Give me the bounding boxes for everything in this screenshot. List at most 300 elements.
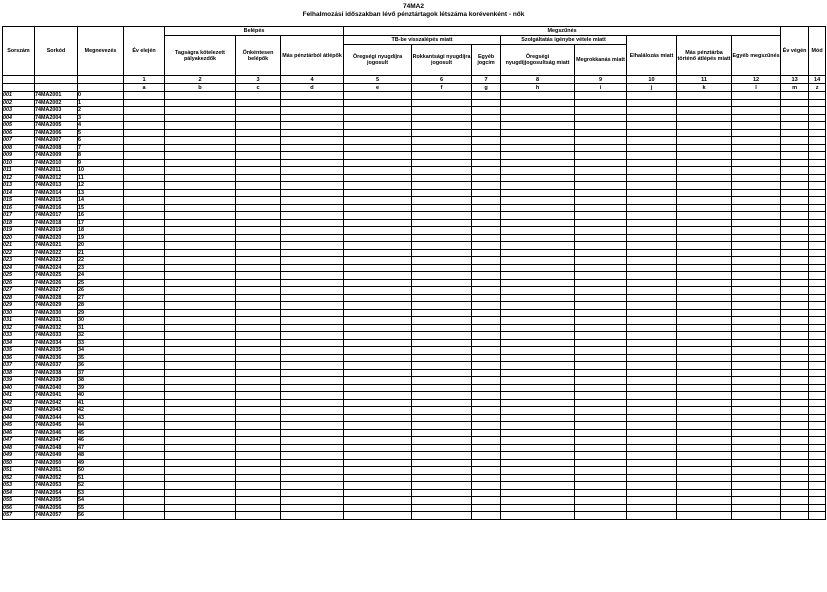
data-cell[interactable] [575, 324, 627, 332]
data-cell[interactable] [732, 92, 781, 100]
data-cell[interactable] [165, 384, 236, 392]
data-cell[interactable] [809, 249, 826, 257]
data-cell[interactable] [124, 122, 165, 130]
data-cell[interactable] [781, 144, 809, 152]
data-cell[interactable] [677, 452, 732, 460]
data-cell[interactable] [281, 242, 344, 250]
data-cell[interactable] [781, 167, 809, 175]
data-cell[interactable] [236, 437, 281, 445]
data-cell[interactable] [124, 174, 165, 182]
data-cell[interactable] [124, 107, 165, 115]
data-cell[interactable] [281, 437, 344, 445]
data-cell[interactable] [732, 504, 781, 512]
data-cell[interactable] [627, 347, 677, 355]
data-cell[interactable] [412, 504, 472, 512]
data-cell[interactable] [501, 452, 575, 460]
data-cell[interactable] [501, 137, 575, 145]
data-cell[interactable] [677, 234, 732, 242]
data-cell[interactable] [236, 197, 281, 205]
data-cell[interactable] [627, 212, 677, 220]
data-cell[interactable] [124, 444, 165, 452]
data-cell[interactable] [575, 212, 627, 220]
data-cell[interactable] [677, 437, 732, 445]
data-cell[interactable] [472, 324, 501, 332]
data-cell[interactable] [575, 242, 627, 250]
data-cell[interactable] [412, 114, 472, 122]
data-cell[interactable] [575, 197, 627, 205]
data-cell[interactable] [809, 474, 826, 482]
data-cell[interactable] [236, 309, 281, 317]
data-cell[interactable] [809, 504, 826, 512]
data-cell[interactable] [165, 167, 236, 175]
data-cell[interactable] [809, 392, 826, 400]
data-cell[interactable] [281, 354, 344, 362]
data-cell[interactable] [236, 287, 281, 295]
data-cell[interactable] [627, 219, 677, 227]
data-cell[interactable] [501, 227, 575, 235]
data-cell[interactable] [627, 399, 677, 407]
data-cell[interactable] [575, 407, 627, 415]
data-cell[interactable] [732, 99, 781, 107]
data-cell[interactable] [124, 197, 165, 205]
data-cell[interactable] [236, 92, 281, 100]
data-cell[interactable] [344, 279, 412, 287]
data-cell[interactable] [165, 279, 236, 287]
data-cell[interactable] [677, 99, 732, 107]
data-cell[interactable] [809, 399, 826, 407]
data-cell[interactable] [344, 212, 412, 220]
data-cell[interactable] [677, 399, 732, 407]
data-cell[interactable] [501, 129, 575, 137]
data-cell[interactable] [344, 369, 412, 377]
data-cell[interactable] [281, 384, 344, 392]
data-cell[interactable] [732, 467, 781, 475]
data-cell[interactable] [781, 347, 809, 355]
data-cell[interactable] [809, 257, 826, 265]
data-cell[interactable] [627, 339, 677, 347]
data-cell[interactable] [165, 92, 236, 100]
data-cell[interactable] [501, 197, 575, 205]
data-cell[interactable] [472, 512, 501, 520]
data-cell[interactable] [472, 137, 501, 145]
data-cell[interactable] [281, 504, 344, 512]
data-cell[interactable] [472, 459, 501, 467]
data-cell[interactable] [344, 489, 412, 497]
data-cell[interactable] [412, 99, 472, 107]
data-cell[interactable] [281, 339, 344, 347]
data-cell[interactable] [781, 152, 809, 160]
data-cell[interactable] [677, 137, 732, 145]
data-cell[interactable] [677, 219, 732, 227]
data-cell[interactable] [281, 137, 344, 145]
data-cell[interactable] [781, 264, 809, 272]
data-cell[interactable] [501, 174, 575, 182]
data-cell[interactable] [501, 242, 575, 250]
data-cell[interactable] [124, 249, 165, 257]
data-cell[interactable] [501, 414, 575, 422]
data-cell[interactable] [165, 159, 236, 167]
data-cell[interactable] [412, 257, 472, 265]
data-cell[interactable] [281, 302, 344, 310]
data-cell[interactable] [472, 452, 501, 460]
data-cell[interactable] [732, 429, 781, 437]
data-cell[interactable] [344, 152, 412, 160]
data-cell[interactable] [124, 324, 165, 332]
data-cell[interactable] [732, 249, 781, 257]
data-cell[interactable] [124, 422, 165, 430]
data-cell[interactable] [165, 242, 236, 250]
data-cell[interactable] [627, 377, 677, 385]
data-cell[interactable] [575, 504, 627, 512]
data-cell[interactable] [501, 107, 575, 115]
data-cell[interactable] [501, 497, 575, 505]
data-cell[interactable] [732, 114, 781, 122]
data-cell[interactable] [781, 467, 809, 475]
data-cell[interactable] [501, 122, 575, 130]
data-cell[interactable] [281, 264, 344, 272]
data-cell[interactable] [627, 257, 677, 265]
data-cell[interactable] [781, 204, 809, 212]
data-cell[interactable] [124, 317, 165, 325]
data-cell[interactable] [344, 92, 412, 100]
data-cell[interactable] [575, 114, 627, 122]
data-cell[interactable] [677, 264, 732, 272]
data-cell[interactable] [124, 354, 165, 362]
data-cell[interactable] [501, 264, 575, 272]
data-cell[interactable] [809, 242, 826, 250]
data-cell[interactable] [281, 227, 344, 235]
data-cell[interactable] [236, 504, 281, 512]
data-cell[interactable] [627, 489, 677, 497]
data-cell[interactable] [472, 287, 501, 295]
data-cell[interactable] [627, 362, 677, 370]
data-cell[interactable] [677, 369, 732, 377]
data-cell[interactable] [124, 437, 165, 445]
data-cell[interactable] [124, 234, 165, 242]
data-cell[interactable] [344, 504, 412, 512]
data-cell[interactable] [781, 452, 809, 460]
data-cell[interactable] [809, 174, 826, 182]
data-cell[interactable] [501, 347, 575, 355]
data-cell[interactable] [281, 347, 344, 355]
data-cell[interactable] [344, 99, 412, 107]
data-cell[interactable] [781, 114, 809, 122]
data-cell[interactable] [732, 234, 781, 242]
data-cell[interactable] [344, 362, 412, 370]
data-cell[interactable] [124, 377, 165, 385]
data-cell[interactable] [236, 152, 281, 160]
data-cell[interactable] [124, 287, 165, 295]
data-cell[interactable] [165, 369, 236, 377]
data-cell[interactable] [281, 167, 344, 175]
data-cell[interactable] [809, 437, 826, 445]
data-cell[interactable] [501, 279, 575, 287]
data-cell[interactable] [344, 257, 412, 265]
data-cell[interactable] [627, 452, 677, 460]
data-cell[interactable] [281, 332, 344, 340]
data-cell[interactable] [281, 189, 344, 197]
data-cell[interactable] [809, 467, 826, 475]
data-cell[interactable] [732, 339, 781, 347]
data-cell[interactable] [281, 174, 344, 182]
data-cell[interactable] [627, 512, 677, 520]
data-cell[interactable] [627, 317, 677, 325]
data-cell[interactable] [809, 272, 826, 280]
data-cell[interactable] [412, 144, 472, 152]
data-cell[interactable] [809, 362, 826, 370]
data-cell[interactable] [236, 107, 281, 115]
data-cell[interactable] [575, 272, 627, 280]
data-cell[interactable] [472, 167, 501, 175]
data-cell[interactable] [627, 294, 677, 302]
data-cell[interactable] [281, 362, 344, 370]
data-cell[interactable] [627, 122, 677, 130]
data-cell[interactable] [281, 369, 344, 377]
data-cell[interactable] [344, 332, 412, 340]
data-cell[interactable] [472, 122, 501, 130]
data-cell[interactable] [412, 429, 472, 437]
data-cell[interactable] [472, 377, 501, 385]
data-cell[interactable] [501, 99, 575, 107]
data-cell[interactable] [781, 309, 809, 317]
data-cell[interactable] [732, 212, 781, 220]
data-cell[interactable] [344, 122, 412, 130]
data-cell[interactable] [281, 324, 344, 332]
data-cell[interactable] [575, 129, 627, 137]
data-cell[interactable] [575, 444, 627, 452]
data-cell[interactable] [281, 219, 344, 227]
data-cell[interactable] [501, 212, 575, 220]
data-cell[interactable] [165, 264, 236, 272]
data-cell[interactable] [124, 504, 165, 512]
data-cell[interactable] [732, 362, 781, 370]
data-cell[interactable] [575, 384, 627, 392]
data-cell[interactable] [472, 264, 501, 272]
data-cell[interactable] [472, 489, 501, 497]
data-cell[interactable] [165, 422, 236, 430]
data-cell[interactable] [809, 167, 826, 175]
data-cell[interactable] [472, 467, 501, 475]
data-cell[interactable] [627, 249, 677, 257]
data-cell[interactable] [781, 354, 809, 362]
data-cell[interactable] [627, 467, 677, 475]
data-cell[interactable] [732, 332, 781, 340]
data-cell[interactable] [412, 377, 472, 385]
data-cell[interactable] [809, 234, 826, 242]
data-cell[interactable] [281, 474, 344, 482]
data-cell[interactable] [344, 219, 412, 227]
data-cell[interactable] [472, 437, 501, 445]
data-cell[interactable] [575, 137, 627, 145]
data-cell[interactable] [809, 212, 826, 220]
data-cell[interactable] [124, 429, 165, 437]
data-cell[interactable] [124, 219, 165, 227]
data-cell[interactable] [627, 272, 677, 280]
data-cell[interactable] [236, 377, 281, 385]
data-cell[interactable] [412, 279, 472, 287]
data-cell[interactable] [236, 354, 281, 362]
data-cell[interactable] [165, 362, 236, 370]
data-cell[interactable] [344, 167, 412, 175]
data-cell[interactable] [236, 159, 281, 167]
data-cell[interactable] [575, 459, 627, 467]
data-cell[interactable] [575, 339, 627, 347]
data-cell[interactable] [472, 362, 501, 370]
data-cell[interactable] [627, 92, 677, 100]
data-cell[interactable] [412, 422, 472, 430]
data-cell[interactable] [124, 407, 165, 415]
data-cell[interactable] [732, 264, 781, 272]
data-cell[interactable] [165, 212, 236, 220]
data-cell[interactable] [781, 399, 809, 407]
data-cell[interactable] [412, 347, 472, 355]
data-cell[interactable] [412, 309, 472, 317]
data-cell[interactable] [281, 497, 344, 505]
data-cell[interactable] [281, 92, 344, 100]
data-cell[interactable] [732, 444, 781, 452]
data-cell[interactable] [732, 399, 781, 407]
data-cell[interactable] [732, 317, 781, 325]
data-cell[interactable] [344, 512, 412, 520]
data-cell[interactable] [165, 197, 236, 205]
data-cell[interactable] [281, 212, 344, 220]
data-cell[interactable] [809, 347, 826, 355]
data-cell[interactable] [732, 137, 781, 145]
data-cell[interactable] [809, 339, 826, 347]
data-cell[interactable] [344, 272, 412, 280]
data-cell[interactable] [124, 452, 165, 460]
data-cell[interactable] [575, 437, 627, 445]
data-cell[interactable] [281, 294, 344, 302]
data-cell[interactable] [472, 107, 501, 115]
data-cell[interactable] [575, 99, 627, 107]
data-cell[interactable] [124, 257, 165, 265]
data-cell[interactable] [165, 324, 236, 332]
data-cell[interactable] [809, 354, 826, 362]
data-cell[interactable] [165, 452, 236, 460]
data-cell[interactable] [281, 482, 344, 490]
data-cell[interactable] [236, 99, 281, 107]
data-cell[interactable] [809, 497, 826, 505]
data-cell[interactable] [781, 392, 809, 400]
data-cell[interactable] [732, 309, 781, 317]
data-cell[interactable] [809, 414, 826, 422]
data-cell[interactable] [124, 152, 165, 160]
data-cell[interactable] [281, 122, 344, 130]
data-cell[interactable] [677, 159, 732, 167]
data-cell[interactable] [412, 399, 472, 407]
data-cell[interactable] [732, 159, 781, 167]
data-cell[interactable] [809, 287, 826, 295]
data-cell[interactable] [501, 377, 575, 385]
data-cell[interactable] [575, 452, 627, 460]
data-cell[interactable] [236, 429, 281, 437]
data-cell[interactable] [501, 152, 575, 160]
data-cell[interactable] [501, 324, 575, 332]
data-cell[interactable] [236, 249, 281, 257]
data-cell[interactable] [412, 174, 472, 182]
data-cell[interactable] [281, 107, 344, 115]
data-cell[interactable] [236, 384, 281, 392]
data-cell[interactable] [165, 219, 236, 227]
data-cell[interactable] [732, 354, 781, 362]
data-cell[interactable] [677, 309, 732, 317]
data-cell[interactable] [124, 399, 165, 407]
data-cell[interactable] [677, 392, 732, 400]
data-cell[interactable] [165, 429, 236, 437]
data-cell[interactable] [165, 129, 236, 137]
data-cell[interactable] [165, 399, 236, 407]
data-cell[interactable] [236, 257, 281, 265]
data-cell[interactable] [627, 437, 677, 445]
data-cell[interactable] [124, 279, 165, 287]
data-cell[interactable] [677, 482, 732, 490]
data-cell[interactable] [781, 122, 809, 130]
data-cell[interactable] [344, 287, 412, 295]
data-cell[interactable] [809, 429, 826, 437]
data-cell[interactable] [575, 429, 627, 437]
data-cell[interactable] [344, 249, 412, 257]
data-cell[interactable] [575, 279, 627, 287]
data-cell[interactable] [165, 354, 236, 362]
data-cell[interactable] [165, 144, 236, 152]
data-cell[interactable] [732, 302, 781, 310]
data-cell[interactable] [472, 242, 501, 250]
data-cell[interactable] [809, 137, 826, 145]
data-cell[interactable] [501, 114, 575, 122]
data-cell[interactable] [809, 482, 826, 490]
data-cell[interactable] [732, 369, 781, 377]
data-cell[interactable] [344, 317, 412, 325]
data-cell[interactable] [472, 197, 501, 205]
data-cell[interactable] [344, 242, 412, 250]
data-cell[interactable] [809, 264, 826, 272]
data-cell[interactable] [165, 107, 236, 115]
data-cell[interactable] [627, 264, 677, 272]
data-cell[interactable] [412, 212, 472, 220]
data-cell[interactable] [236, 129, 281, 137]
data-cell[interactable] [732, 129, 781, 137]
data-cell[interactable] [781, 197, 809, 205]
data-cell[interactable] [781, 362, 809, 370]
data-cell[interactable] [501, 332, 575, 340]
data-cell[interactable] [344, 129, 412, 137]
data-cell[interactable] [281, 182, 344, 190]
data-cell[interactable] [412, 489, 472, 497]
data-cell[interactable] [165, 99, 236, 107]
data-cell[interactable] [165, 317, 236, 325]
data-cell[interactable] [281, 114, 344, 122]
data-cell[interactable] [124, 212, 165, 220]
data-cell[interactable] [344, 227, 412, 235]
data-cell[interactable] [236, 302, 281, 310]
data-cell[interactable] [344, 467, 412, 475]
data-cell[interactable] [575, 422, 627, 430]
data-cell[interactable] [677, 474, 732, 482]
data-cell[interactable] [344, 444, 412, 452]
data-cell[interactable] [236, 422, 281, 430]
data-cell[interactable] [575, 399, 627, 407]
data-cell[interactable] [472, 174, 501, 182]
data-cell[interactable] [781, 407, 809, 415]
data-cell[interactable] [472, 219, 501, 227]
data-cell[interactable] [124, 459, 165, 467]
data-cell[interactable] [575, 257, 627, 265]
data-cell[interactable] [627, 287, 677, 295]
data-cell[interactable] [501, 369, 575, 377]
data-cell[interactable] [412, 204, 472, 212]
data-cell[interactable] [412, 294, 472, 302]
